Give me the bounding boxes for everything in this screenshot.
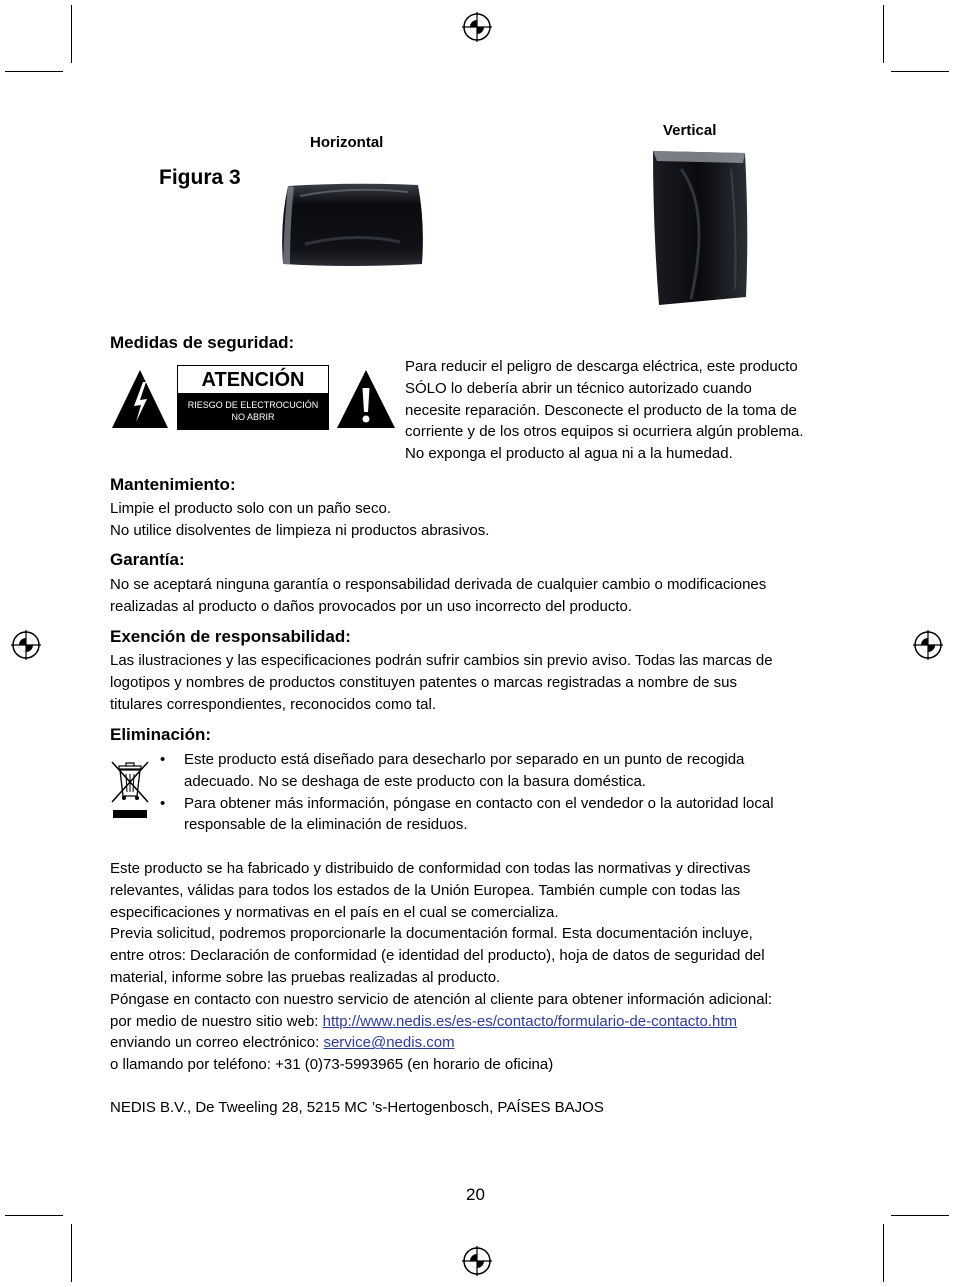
phone-line: o llamando por teléfono: +31 (0)73-5993965 (en horario de oficina) <box>110 1056 554 1074</box>
warning-line-1: RIESGO DE ELECTROCUCIÓN <box>187 400 319 410</box>
antenna-vertical-image <box>651 149 749 308</box>
safety-line: necesite reparación. Desconecte el producto de la toma de <box>405 401 797 419</box>
figure-title: Figura 3 <box>159 166 241 189</box>
registration-mark-icon <box>462 12 492 42</box>
conformity-line: relevantes, válidas para todos los estados de la Unión Europea. También cumple con todas las <box>110 881 741 899</box>
crop-mark <box>891 71 949 72</box>
exclamation-warning-icon <box>335 368 397 430</box>
section-heading-warranty: Garantía: <box>110 550 185 569</box>
warning-line-2: NO ABRIR <box>231 412 275 422</box>
conformity-line: especificaciones y normativas en el país en el cual se comercializa. <box>110 903 559 921</box>
disclaimer-text <box>110 650 850 715</box>
page-number: 20 <box>466 1185 485 1204</box>
disposal-line: adecuado. No se deshaga de este producto con la basura doméstica. <box>184 772 646 790</box>
conformity-line: material, informe sobre las pruebas realizadas al producto. <box>110 968 501 986</box>
safety-text <box>405 356 850 465</box>
warranty-line: realizadas al producto o daños provocados por un uso incorrecto del producto. <box>110 597 632 615</box>
warranty-line: No se aceptará ninguna garantía o responsabilidad derivada de cualquier cambio o modificaciones <box>110 576 767 593</box>
email-link[interactable]: service@nedis.com <box>323 1034 455 1052</box>
company-address: NEDIS B.V., De Tweeling 28, 5215 MC ’s-Hertogenbosch, PAÍSES BAJOS <box>110 1099 604 1116</box>
registration-mark-icon <box>913 630 943 660</box>
section-heading-disposal: Eliminación: <box>110 725 212 744</box>
disposal-line: • Para obtener más información, póngase en contacto con el vendedor o la autoridad local <box>184 794 774 812</box>
email-prefix: enviando un correo electrónico: <box>110 1034 324 1052</box>
disposal-list <box>110 749 850 836</box>
section-heading-maintenance: Mantenimiento: <box>110 475 236 494</box>
antenna-horizontal-image <box>280 182 425 268</box>
registration-mark-icon <box>462 1246 492 1276</box>
warning-label <box>177 365 329 430</box>
figure-label-horizontal: Horizontal <box>310 134 384 151</box>
maintenance-text <box>110 498 850 542</box>
crop-mark <box>5 71 63 72</box>
section-heading-disclaimer: Exención de responsabilidad: <box>110 627 351 646</box>
crop-mark <box>5 1215 63 1216</box>
disclaimer-line: Las ilustraciones y las especificaciones podrán sufrir cambios sin previo aviso. Todas las marcas de <box>110 652 773 669</box>
crop-mark <box>71 1224 72 1282</box>
email-line <box>110 1032 855 1054</box>
crop-mark <box>883 5 884 63</box>
section-heading-safety: Medidas de seguridad: <box>110 333 295 352</box>
maintenance-line: No utilice disolventes de limpieza ni productos abrasivos. <box>110 521 490 539</box>
conformity-line: Póngase en contacto con nuestro servicio de atención al cliente para obtener información adicional: <box>110 990 773 1008</box>
conformity-text <box>110 858 855 1076</box>
web-prefix: por medio de nuestro sitio web: <box>110 1012 323 1030</box>
crop-mark <box>71 5 72 63</box>
figure-label-vertical: Vertical <box>663 122 717 139</box>
disclaimer-line: titulares correspondientes, reconocidos como tal. <box>110 695 437 713</box>
crop-mark <box>883 1224 884 1282</box>
crop-mark <box>891 1215 949 1216</box>
conformity-line: entre otros: Declaración de conformidad (e identidad del producto), hoja de datos de seguridad del <box>110 947 765 965</box>
disposal-line: responsable de la eliminación de residuos. <box>184 816 468 834</box>
warranty-text <box>110 574 850 618</box>
conformity-line: Previa solicitud, podremos proporcionarle la documentación formal. Esta documentación incluye, <box>110 925 753 943</box>
web-line <box>110 1011 855 1033</box>
disclaimer-line: logotipos y nombres de productos constituyen patentes o marcas registradas a nombre de sus <box>110 673 738 691</box>
safety-line: No exponga el producto al agua ni a la humedad. <box>405 445 733 463</box>
lightning-warning-icon <box>110 368 170 430</box>
list-item <box>110 749 850 793</box>
safety-line: SÓLO lo debería abrir un técnico autorizado cuando <box>405 379 752 397</box>
maintenance-line: Limpie el producto solo con un paño seco. <box>110 500 392 517</box>
safety-line: Para reducir el peligro de descarga eléctrica, este producto <box>405 358 798 375</box>
list-item <box>110 793 850 837</box>
disposal-line: • Este producto está diseñado para desecharlo por separado en un punto de recogida <box>184 751 745 768</box>
contact-form-link[interactable]: http://www.nedis.es/es-es/contacto/formulario-de-contacto.htm <box>322 1012 737 1030</box>
registration-mark-icon <box>11 630 41 660</box>
safety-line: corriente y de los otros equipos si ocurriera algún problema. <box>405 423 804 441</box>
warning-title: ATENCIÓN <box>178 366 328 392</box>
conformity-line: Este producto se ha fabricado y distribuido de conformidad con todas las normativas y directivas <box>110 860 751 877</box>
